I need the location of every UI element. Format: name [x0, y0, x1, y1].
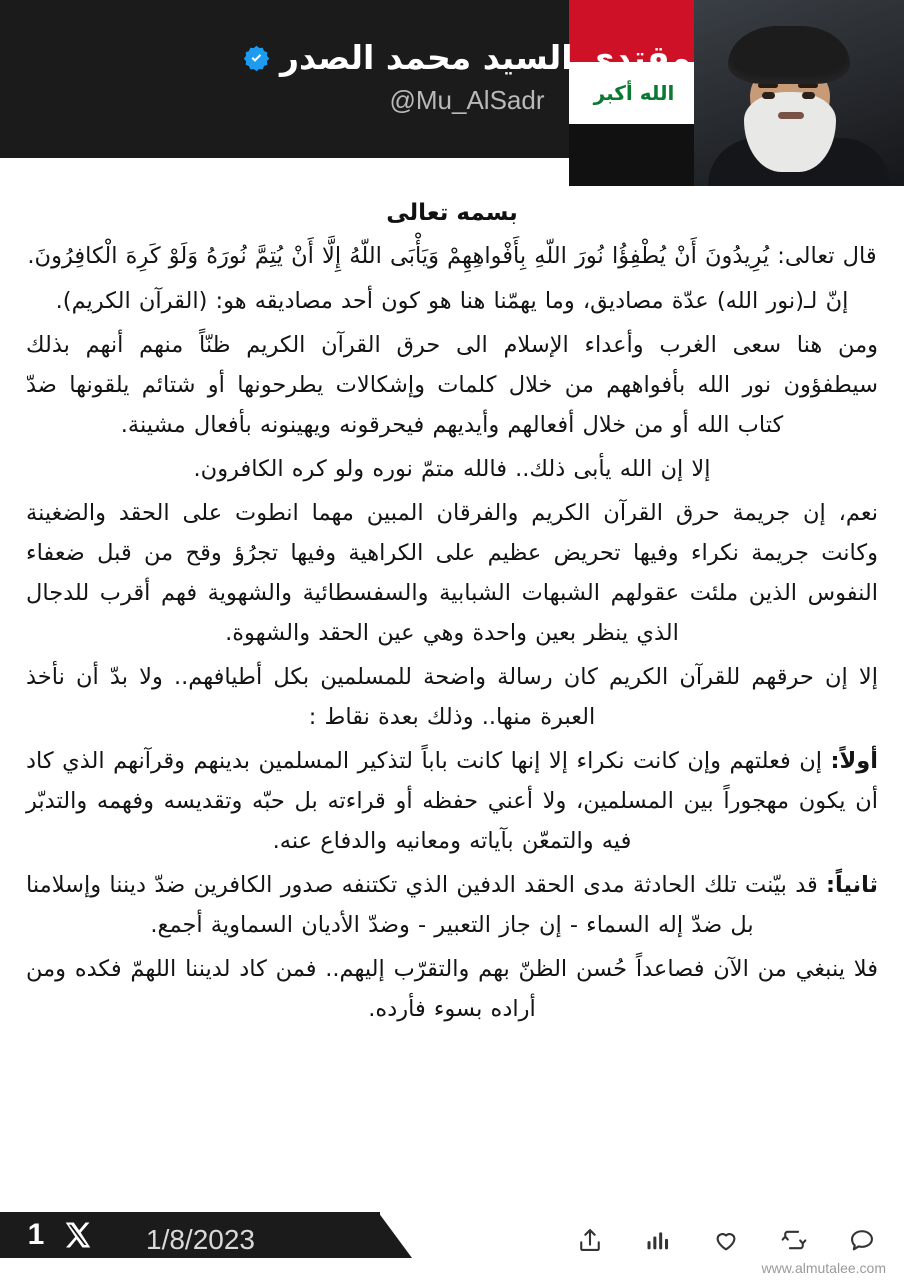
account-titles — [190, 38, 744, 116]
portrait-beard — [744, 92, 836, 172]
point-first-label: أولاً: — [830, 748, 878, 774]
site-url: www.almutalee.com — [761, 1260, 886, 1276]
reply-icon[interactable] — [848, 1226, 876, 1254]
paragraph-4: نعم، إن جريمة حرق القرآن الكريم والفرقان المبين مهما انطوت على الحقد والضغينة وكانت جريمة نكراء وفيها تحريض عظيم على الكراهية وفيها تجرُؤ وقح من قبل ضعفاء النفوس الذين ملئت عقولهم الشبهات الشبابية والسفسطائية والشهوية فهم أقرب للدجال الذي ينظر بعين واحدة وهي عين الحقد والشهوة. — [26, 500, 878, 646]
portrait-mouth — [778, 112, 804, 119]
footer — [0, 1212, 904, 1280]
point-first-text: إن فعلتهم وإن كانت نكراء إلا إنها كانت باباً لتذكير المسلمين بدينهم وقرآنهم الذي كاد أن يكون مهجوراً بين المسلمين، ولا أعني حفظه أو قراءته بل حبّه وتقديسه وفهمه والتدبّر فيه والتمعّن بآياته ومعانيه والدفاع عنه. — [26, 748, 878, 854]
x-logo-icon — [62, 1220, 92, 1250]
document-body — [0, 186, 904, 1029]
paragraph-point-second — [26, 865, 878, 945]
paragraph-3: إلا إن الله يأبى ذلك.. فالله متمّ نوره ولو كره الكافرون. — [193, 456, 711, 482]
heart-icon[interactable] — [712, 1226, 740, 1254]
point-second-label: ثانياً: — [826, 872, 878, 898]
share-icon[interactable] — [576, 1226, 604, 1254]
verified-badge-icon — [243, 44, 270, 71]
retweet-icon[interactable] — [780, 1226, 808, 1254]
views-bars-icon[interactable] — [644, 1226, 672, 1254]
tweet-actions — [576, 1226, 876, 1254]
basmala-heading: بسمه تعالى — [386, 200, 518, 226]
point-second-text: قد بيّنت تلك الحادثة مدى الحقد الدفين الذي تكتنفه صدور الكافرين ضدّ ديننا وإسلامنا بل ضدّ إله السماء - إن جاز التعبير - وضدّ الأديان السماوية أجمع. — [26, 872, 827, 938]
paragraph-2: ومن هنا سعى الغرب وأعداء الإسلام الى حرق القرآن الكريم ظنّاً منهم أنهم بذلك سيطفؤون نور الله بأفواههم من خلال كلمات وإشكالات يطرحونها أو شتائم يلقونها ضدّ كتاب الله أو من خلال أفعالهم وأيديهم فيحرقونه ويهينونه بأفعال مشينة. — [26, 332, 878, 438]
account-name-row — [190, 38, 744, 77]
flag-black-band — [569, 124, 699, 186]
account-name: مقتدى السيد محمد الصدر — [280, 38, 691, 77]
header — [0, 0, 904, 186]
paragraph-5: إلا إن حرقهم للقرآن الكريم كان رسالة واضحة للمسلمين بكل أطيافهم.. ولا بدّ أن نأخذ العبرة منها.. وذلك بعدة نقاط : — [26, 664, 878, 730]
flag-script-text: الله أكبر — [593, 81, 675, 105]
portrait-turban — [728, 26, 850, 84]
account-handle: @Mu_AlSadr — [389, 85, 545, 115]
page-number: 1 — [27, 1218, 45, 1251]
paragraph-closing: فلا ينبغي من الآن فصاعداً حُسن الظنّ بهم والتقرّب إليهم.. فمن كاد لديننا اللهمّ فكده ومن أراده بسوء فأرده. — [26, 956, 878, 1022]
paragraph-1: إنّ لـ(نور الله) عدّة مصاديق، وما يهمّنا هنا هو كون أحد مصاديقه هو: (القرآن الكريم). — [55, 288, 849, 314]
paragraph-quran-verse: قال تعالى: يُرِيدُونَ أَنْ يُطْفِؤُا نُورَ اللّهِ بِأَفْواهِهِمْ وَيَأْبَى اللّهُ إِلَّا أَنْ يُتِمَّ نُورَهُ وَلَوْ كَرِهَ الْكافِرُونَ. — [27, 243, 877, 269]
paragraph-point-first — [26, 741, 878, 861]
portrait-eye-left — [762, 92, 775, 99]
tweet-date: 1/8/2023 — [146, 1224, 255, 1255]
portrait-eye-right — [802, 92, 815, 99]
